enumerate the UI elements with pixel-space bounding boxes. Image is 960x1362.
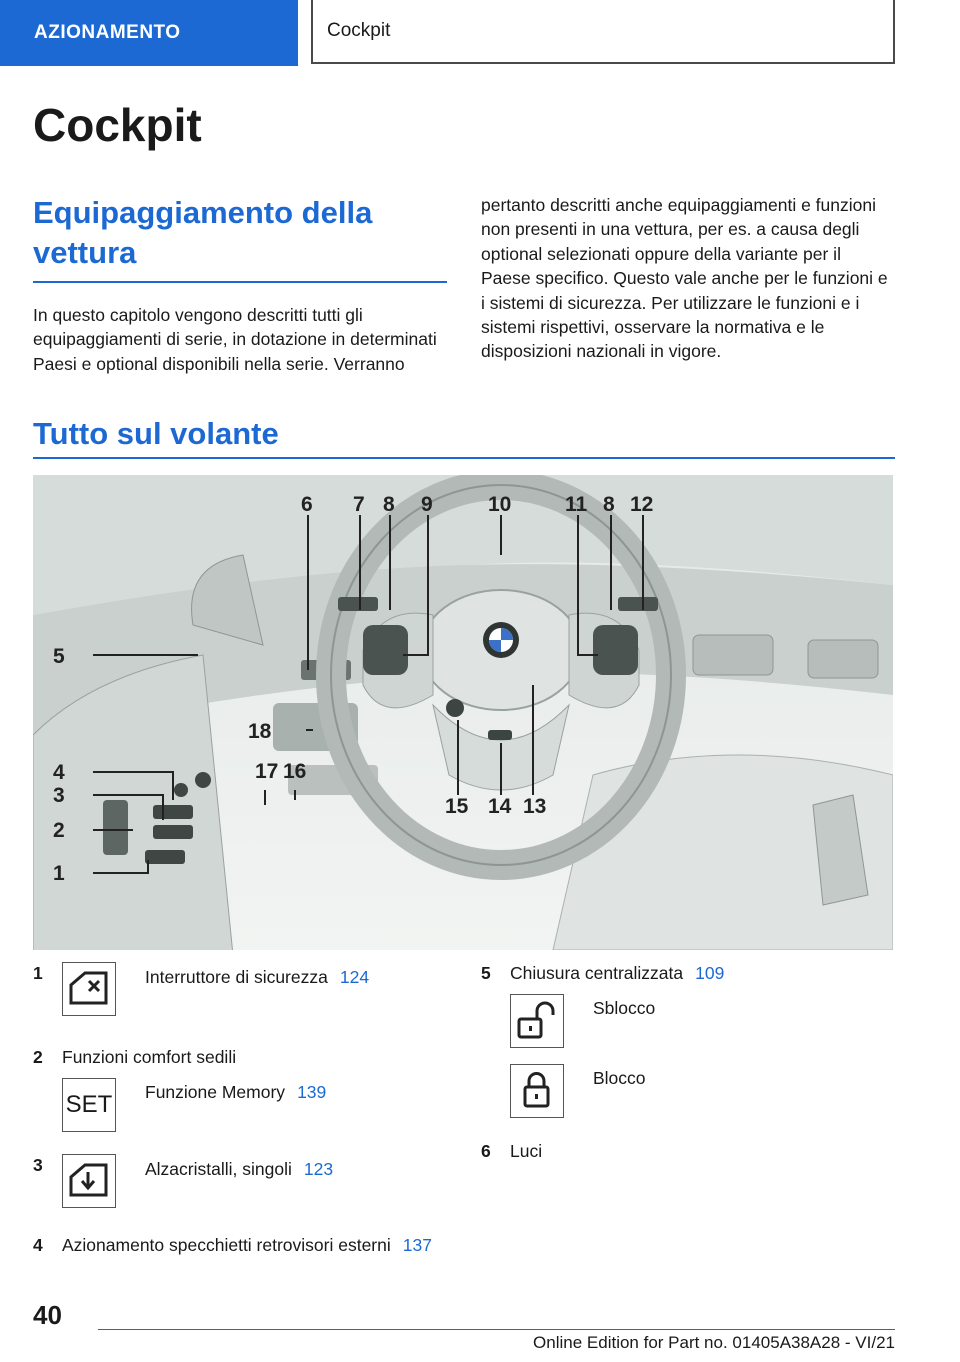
page-ref-link[interactable]: 123: [303, 1159, 334, 1179]
callout-17: 17: [255, 760, 279, 783]
legend-right: [481, 962, 881, 1162]
page-number: 40: [33, 1300, 62, 1330]
legend-left: [33, 962, 433, 1256]
callout-6: 6: [301, 493, 313, 516]
legend-item-3: [33, 1154, 433, 1234]
callout-14: 14: [488, 795, 512, 818]
page-ref-link[interactable]: 124: [339, 967, 370, 987]
set-icon-text: SET: [65, 1091, 113, 1118]
equipment-paragraph-left: In questo capitolo vengono descritti tutti gli equipaggiamenti di serie, in dotazione in determinati Paesi e optional disponibili nella serie. Verranno: [33, 305, 437, 374]
callout-18: 18: [248, 720, 272, 743]
footer-edition: Online Edition for Part no. 01405A38A28 - VI/21: [533, 1333, 895, 1352]
callout-5: 5: [53, 645, 65, 668]
callout-3: 3: [53, 784, 65, 807]
chapter-title: Cockpit: [311, 0, 895, 64]
equipment-heading: Equipaggiamento della vettura: [33, 195, 373, 270]
legend-label: Alzacristalli, singoli: [145, 1159, 292, 1179]
callout-7: 7: [353, 493, 365, 516]
legend-number: 4: [33, 1235, 43, 1255]
page-title: Cockpit: [33, 99, 202, 151]
callout-4: 4: [53, 761, 65, 784]
cockpit-illustration: [33, 475, 893, 950]
legend-label: Blocco: [593, 1068, 646, 1088]
legend-label: Funzioni comfort sedili: [62, 1047, 237, 1067]
footer-rule: [98, 1329, 895, 1330]
unlock-icon: [510, 994, 564, 1048]
window-lock-icon: [62, 962, 116, 1016]
legend-label: Chiusura centralizzata: [510, 963, 684, 983]
page-header: [0, 0, 960, 66]
legend-item-5: [481, 962, 881, 994]
page-ref-link[interactable]: 109: [695, 963, 725, 983]
legend-number: 2: [33, 1047, 43, 1067]
legend-subitem-memory: [33, 1078, 433, 1154]
legend-label: Funzione Memory: [145, 1082, 286, 1102]
steering-heading-rule: [33, 457, 895, 459]
steering-heading: Tutto sul volante: [33, 416, 279, 451]
legend-item-2: [33, 1046, 433, 1078]
callout-8b: 8: [603, 493, 615, 516]
legend-label: Sblocco: [593, 998, 656, 1018]
page-ref-link[interactable]: 139: [297, 1082, 327, 1102]
callout-12: 12: [630, 493, 654, 516]
callout-16: 16: [283, 760, 307, 783]
equipment-section: [33, 193, 447, 376]
legend-number: 1: [33, 963, 43, 983]
page-ref-link[interactable]: 137: [402, 1235, 432, 1255]
heading-rule: [33, 281, 447, 283]
legend-number: 5: [481, 963, 491, 983]
legend-label: Luci: [510, 1141, 543, 1161]
callout-13: 13: [523, 795, 547, 818]
legend-subitem-unlock: [481, 994, 881, 1064]
equipment-continued: [481, 193, 895, 364]
section-tab: AZIONAMENTO: [0, 0, 298, 66]
callout-11: 11: [565, 493, 588, 516]
callout-1: 1: [53, 862, 65, 885]
cockpit-drawing: [33, 475, 893, 950]
legend-label: Azionamento specchietti retrovisori esterni: [62, 1235, 391, 1255]
callout-10: 10: [488, 493, 512, 516]
legend-number: 6: [481, 1141, 491, 1161]
legend-number: 3: [33, 1155, 43, 1175]
equipment-paragraph-right: pertanto descritti anche equipaggiamenti e funzioni non presenti in una vettura, per es. a causa degli optional selezionati oppure della variante per il Paese specifico. Questo vale anche per le funzioni e i sistemi di sicurezza. Per utilizzare le funzioni e i sistemi rispettivi, osservare la normativa e le disposizioni nazionali in vigore.: [481, 195, 888, 362]
callout-2: 2: [53, 819, 65, 842]
legend-item-6: [481, 1140, 881, 1162]
legend-label: Interruttore di sicurezza: [145, 967, 328, 987]
callout-9: 9: [421, 493, 433, 516]
legend-item-4: [33, 1234, 433, 1256]
callout-8: 8: [383, 493, 395, 516]
lock-icon: [510, 1064, 564, 1118]
window-lift-icon: [62, 1154, 116, 1208]
legend-subitem-lock: [481, 1064, 881, 1140]
set-icon: [62, 1078, 116, 1132]
legend-item-1: [33, 962, 433, 1046]
callout-15: 15: [445, 795, 469, 818]
